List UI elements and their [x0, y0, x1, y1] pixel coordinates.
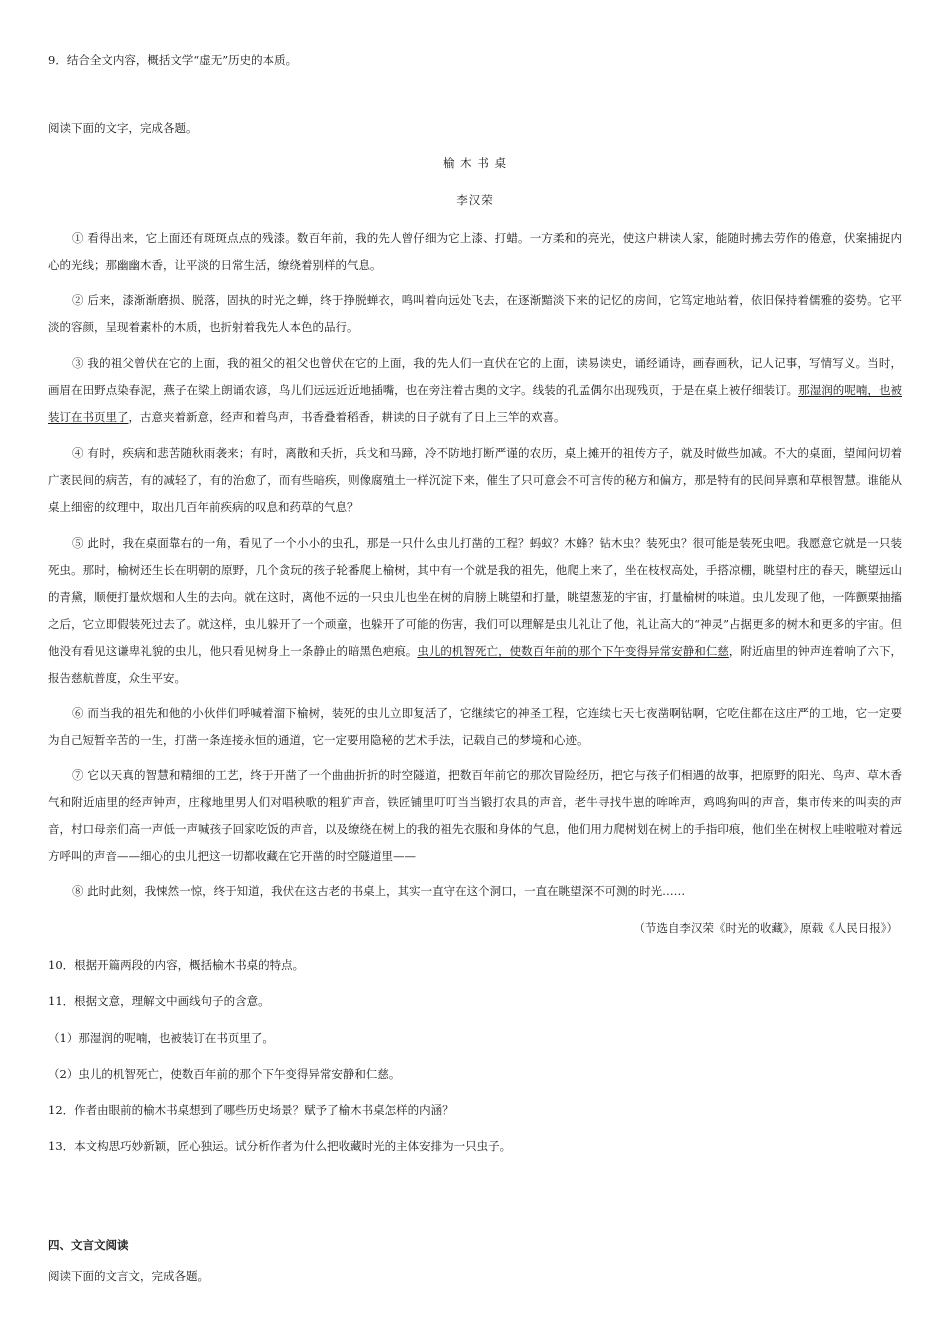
paragraph-8: ⑧ 此时此刻，我悚然一惊，终于知道，我伏在这古老的书桌上，其实一直守在这个洞口，一直在眺望深不可测的时光…… [72, 884, 686, 898]
paragraph-6: ⑥ 而当我的祖先和他的小伙伴们呼喊着溜下榆树，装死的虫儿立即复活了，它继续它的神圣工程，它连续七天七夜凿啊钻啊，它吃住都在这庄严的工地，它一定要为自己短暂辛苦的一生，打凿一条连接永恒的通道，它一定要用隐秘的艺术手法，记载自己的梦境和心迹。 [48, 706, 902, 747]
question-12: 12．作者由眼前的榆木书桌想到了哪些历史场景？赋予了榆木书桌怎样的内涵？ [48, 1103, 454, 1117]
paragraph-7: ⑦ 它以天真的智慧和精细的工艺，终于开凿了一个曲曲折折的时空隧道，把数百年前它的那次冒险经历，把它与孩子们相遇的故事，把原野的阳光、鸟声、草木香气和附近庙里的经声钟声，庄稼地里男人们对唱秧歌的粗犷声音，铁匠铺里叮叮当当锻打农具的声音，老牛寻找牛崽的哞哞声，鸡鸣狗叫的声音，集市传来的叫卖的声音，村口母亲们高一声低一声喊孩子回家吃饭的声音，以及缭绕在树上的我的祖先衣服和身体的气息，他们用力爬树划在树上的手指印痕，他们坐在树杈上哇啦啦对着远方呼叫的声音——细心的虫儿把这一切都收藏在它开凿的时空隧道里—— [48, 768, 902, 863]
paragraph-2: ② 后来，漆渐渐磨损、脱落，固执的时光之蝉，终于挣脱蝉衣，鸣叫着向远处飞去，在逐渐黯淡下来的记忆的房间，它笃定地站着，依旧保持着儒雅的姿势。它平淡的容颜，呈现着素朴的木质，也折射着我先人本色的品行。 [48, 293, 902, 334]
paragraph-5: ⑤ 此时，我在桌面靠右的一角，看见了一个小小的虫孔，那是一只什么虫儿打凿的工程？蚂蚁？木蜂？钻木虫？装死虫？很可能是装死虫吧。我愿意它就是一只装死虫。那时，榆树还生长在明朝的原野，几个贪玩的孩子轮番爬上榆树，其中有一个就是我的祖先，他爬上来了，坐在枝杈高处，手搭凉棚，眺望村庄的春天，眺望远山的青黛，顺便打量炊烟和人生的去向。就在这时，离他不远的一只虫儿也坐在树的肩膀上眺望和打量，眺望葱茏的宇宙，打量榆树的味道。虫儿发现了他，一阵颤栗抽搐之后，它立即假装死过去了。就这样，虫儿躲开了一个顽童，也躲开了可能的伤害，我们可以理解是虫儿礼让了他，礼让高大的“神灵”占据更多的树木和更多的宇宙。但他没有看见这谦卑礼貌的虫儿，他只看见树身上一条静止的暗黑色疤痕。虫儿的机智死亡，使数百年前的那个下午变得异常安静和仁慈，附近庙里的钟声连着响了六下，报告慈航普度，众生平安。 [48, 536, 902, 685]
article-author: 李汉荣 [456, 193, 494, 207]
underlined-sentence-1: 那湿润的呢喃，也被装订在书页里了 [48, 383, 902, 424]
question-11-part-1: （1）那湿润的呢喃，也被装订在书页里了。 [48, 1031, 274, 1045]
paragraph-3: ③ 我的祖父曾伏在它的上面，我的祖父的祖父也曾伏在它的上面，我的先人们一直伏在它的上面，读易读史，诵经诵诗，画春画秋，记人记事，写情写义。当时，画眉在田野点染春泥，燕子在梁上朗诵农谚，鸟儿们远远近近地插嘴，也在旁注着古奥的文字。线装的孔孟偶尔出现残页，于是在桌上被仔细装订。那湿润的呢喃，也被装订在书页里了，古意夹着新意，经声和着鸟声，书香叠着稻香，耕读的日子就有了日上三竿的欢喜。 [48, 356, 902, 424]
reading-instruction: 阅读下面的文字，完成各题。 [48, 121, 198, 135]
paragraph-4: ④ 有时，疾病和悲苦随秋雨袭来；有时，离散和夭折，兵戈和马蹄，冷不防地打断严谨的农历，桌上摊开的祖传方子，就及时做些加减。不大的桌面，望闻问切着广袤民间的病苦，有的减轻了，有的治愈了，而有些暗疾，则像腐殖土一样沉淀下来，催生了只可意会不可言传的秘方和偏方，那是特有的民间异禀和草根智慧。谁能从桌上细密的纹理中，取出几百年前疾病的叹息和药草的气息？ [48, 446, 902, 514]
paragraph-1: ① 看得出来，它上面还有斑斑点点的残漆。数百年前，我的先人曾仔细为它上漆、打蜡。一方柔和的亮光，使这户耕读人家，能随时拂去劳作的倦意，伏案捕捉内心的光线；那幽幽木香，让平淡的日常生活，缭绕着别样的气息。 [48, 231, 902, 272]
underlined-sentence-2: 虫儿的机智死亡，使数百年前的那个下午变得异常安静和仁慈 [417, 644, 729, 658]
article-source: （节选自李汉荣《时光的收藏》，原载《人民日报》） [633, 921, 898, 935]
question-13: 13．本文构思巧妙新颖，匠心独运。试分析作者为什么把收藏时光的主体安排为一只虫子。 [48, 1139, 512, 1153]
article-title: 榆 木 书 桌 [443, 156, 507, 170]
question-10: 10．根据开篇两段的内容，概括榆木书桌的特点。 [48, 958, 305, 972]
question-11-part-2: （2）虫儿的机智死亡，使数百年前的那个下午变得异常安静和仁慈。 [48, 1067, 401, 1081]
section-heading: 四、文言文阅读 [48, 1238, 129, 1252]
section-instruction: 阅读下面的文言文，完成各题。 [48, 1269, 209, 1283]
question-11: 11．根据文意，理解文中画线句子的含意。 [48, 994, 270, 1008]
question-9: 9．结合全文内容，概括文学“虚无”历史的本质。 [48, 53, 298, 67]
